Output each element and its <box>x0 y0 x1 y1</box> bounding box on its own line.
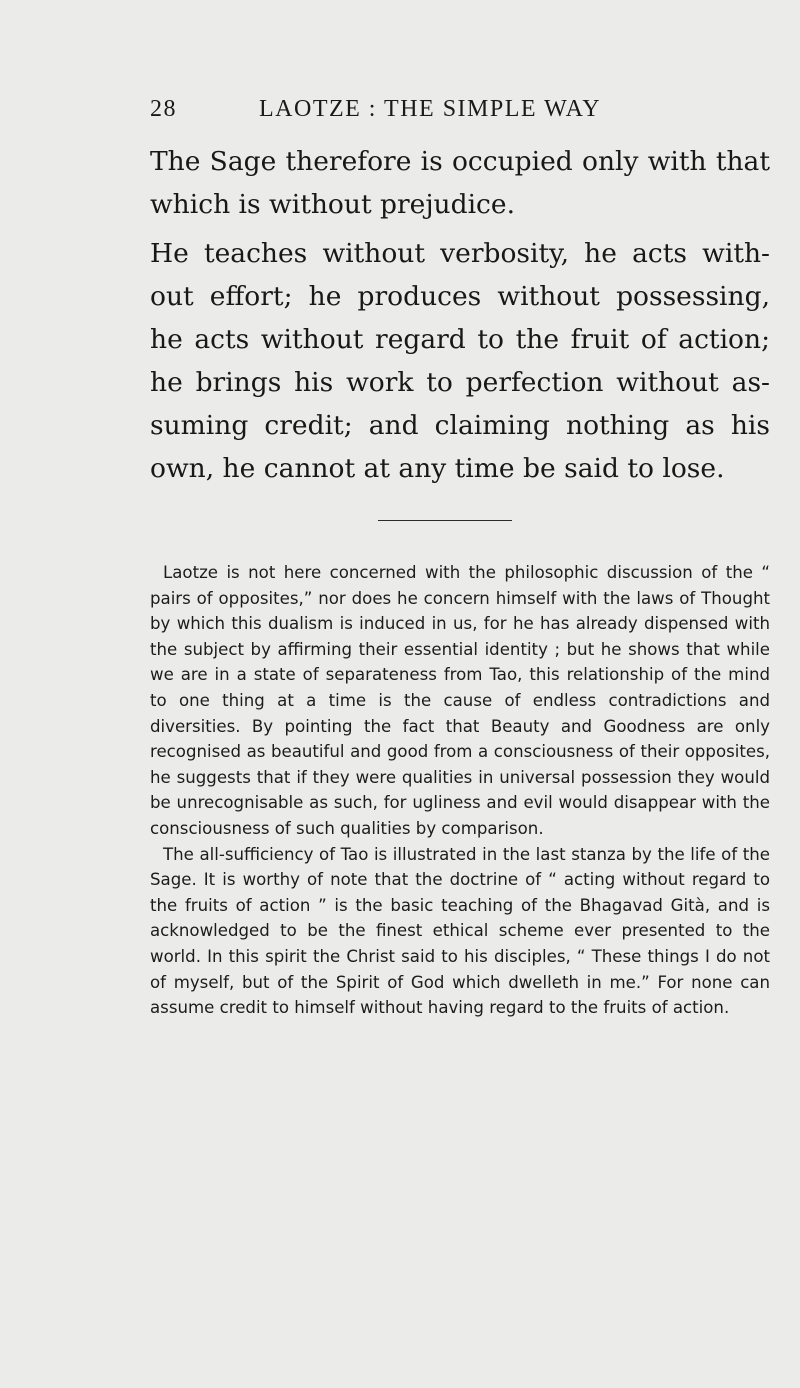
verse-paragraph: The Sage therefore is occupied only with that which is without prejudice. <box>150 146 770 220</box>
running-title: LAOTZE : THE SIMPLE WAY <box>259 96 602 122</box>
commentary-paragraph: The all-sufficiency of Tao is illustrated in the last stanza by the life of the Sage. It is worthy of note that the doctrine of “ acting without regard to the fruits of action ” is the basic teaching of the Bhagavad Gità, and is acknowledged to be the finest ethical scheme ever presented to the world. In this spirit the Christ said to his disciples, “ These things I do not of myself, but of the Spirit of God which dwelleth in me.” For none can assume credit to himself without having regard to the fruits of action. <box>150 844 770 1018</box>
page-number: 28 <box>150 96 177 122</box>
commentary-paragraph: Laotze is not here concerned with the philosophic discussion of the “ pairs of opposites,” nor does he concern himself with the laws of Thought by which this dualism is induced in us, for he has already dispensed with the subject by affirming their essential identity ; but he shows that while we are in a state of separateness from Tao, this relationship of the mind to one thing at a time is the cause of endless contradictions and diversities. By pointing the fact that Beauty and Goodness are only recognised as beautiful and good from a consciousness of their opposites, he suggests that if they were qualities in universal possession they would be unrecognisable as such, for ugliness and evil would disappear with the consciousness of such qualities by comparison. <box>150 563 770 838</box>
commentary-text <box>150 560 770 1021</box>
verse-text <box>150 140 770 496</box>
verse-paragraph: He teaches without verbosity, he acts with-out effort; he produces without possessing, he acts without regard to the fruit of action; he brings his work to perfection without as-suming credit; and claiming nothing as his own, he cannot at any time be said to lose. <box>150 238 770 484</box>
section-divider <box>378 520 512 521</box>
running-head <box>150 96 770 126</box>
